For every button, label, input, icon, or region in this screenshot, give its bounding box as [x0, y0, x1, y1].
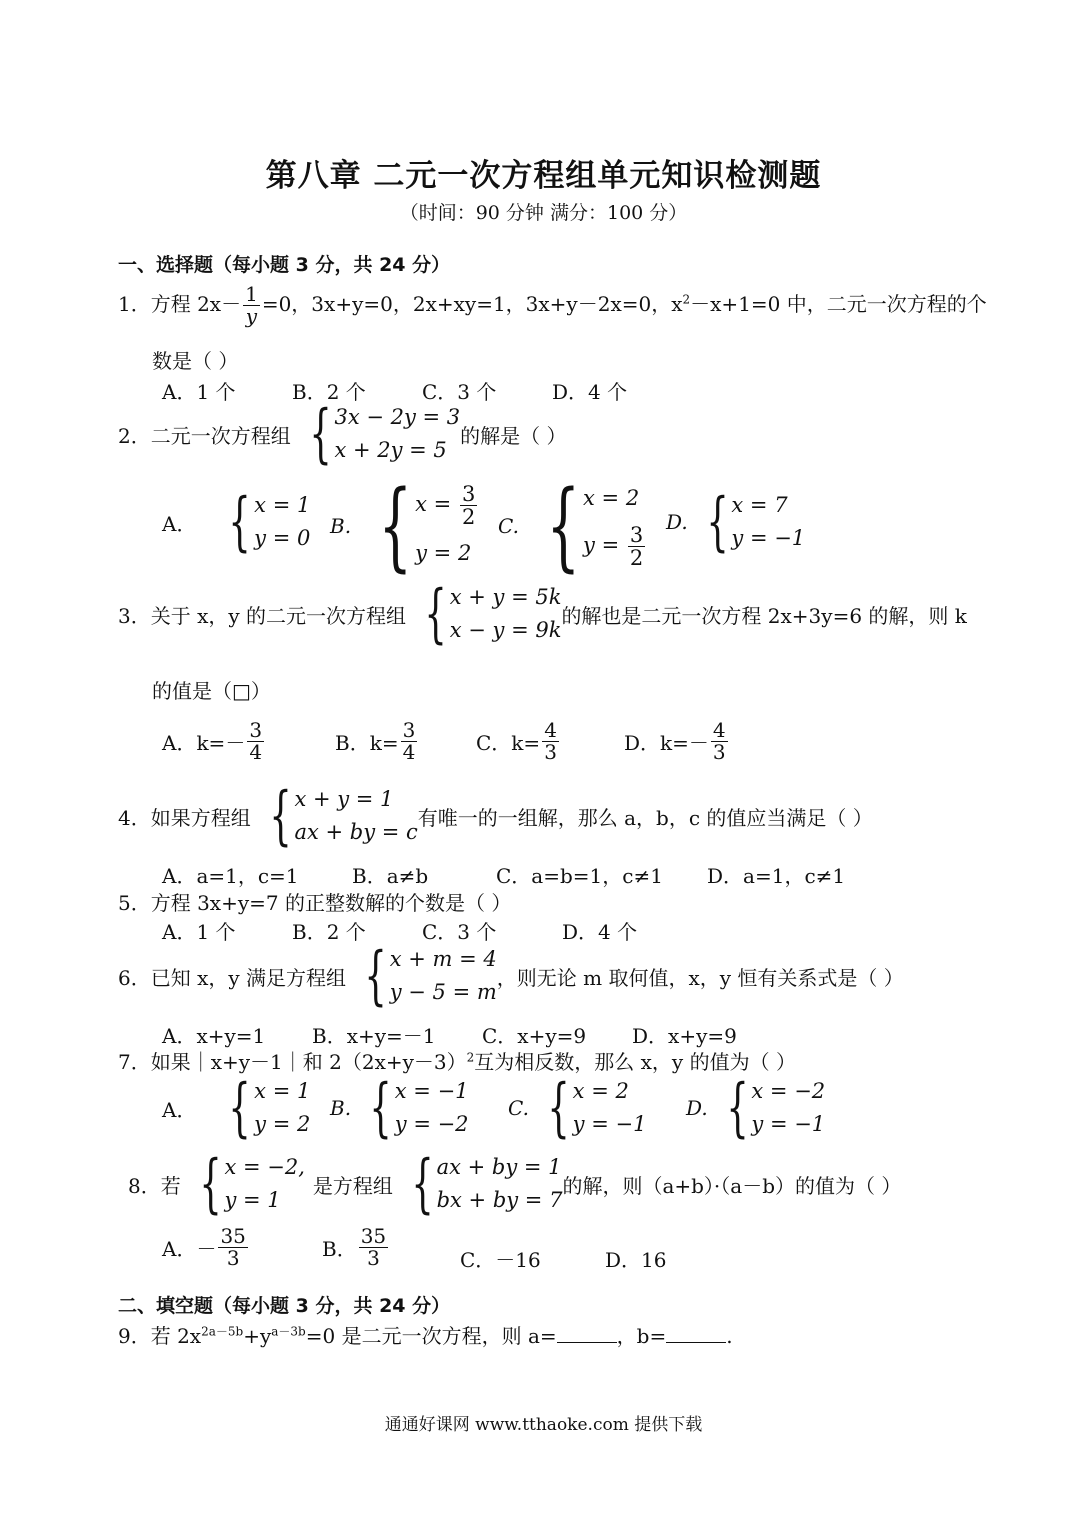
- question-6: 6．已知 x，y 满足方程组 { x + m = 4 y − 5 = m ，则无论 m 取何值，x，y 恒有关系式是（ ）: [118, 939, 904, 1013]
- q2-c-l1: x = 2: [583, 485, 640, 510]
- q7-text-b: 互为相反数，那么 x，y 的值为（ ）: [474, 1050, 796, 1074]
- q1-line2: 数是（ ）: [152, 349, 239, 373]
- q8-b-label: B．: [322, 1237, 357, 1261]
- q3-d-d: 3: [712, 740, 726, 764]
- q2-a-l1: x = 1: [254, 493, 311, 517]
- q3-d-n: 4: [712, 718, 726, 742]
- section-heading-fill: 二、填空题（每小题 3 分，共 24 分）: [118, 1295, 451, 1317]
- q6-text-post: ，则无论 m 取何值，x，y 恒有关系式是（ ）: [496, 965, 904, 990]
- q3-d-label: D．k=－: [624, 731, 709, 755]
- q4-option-c: C．a=b=1，c≠1: [496, 864, 663, 888]
- q9-sup1: 2a－5b: [201, 1324, 244, 1339]
- q4-option-d: D．a=1，c≠1: [707, 864, 846, 888]
- q2-c-n: 3: [629, 523, 644, 548]
- q3-text-pre: 3．关于 x，y 的二元一次方程组: [118, 603, 407, 628]
- q2-option-d: D. { x = 7 y = −1: [666, 485, 806, 559]
- q3-text-post: 的解也是二元一次方程 2x+3y=6 的解，则 k: [561, 603, 967, 628]
- question-5: 5．方程 3x+y=7 的正整数解的个数是（ ）: [118, 891, 512, 915]
- section-heading-choice: 一、选择题（每小题 3 分，共 24 分）: [118, 254, 451, 276]
- question-4: 4．如果方程组 { x + y = 1 ax + by = c 有唯一的一组解，那么 a，b，c 的值应当满足（ ）: [118, 779, 873, 853]
- q1-text-a: 1．方程 2x－: [118, 292, 242, 316]
- q3-option-c: [476, 720, 561, 763]
- q6-option-b: B．x+y=－1: [312, 1024, 436, 1048]
- q2-text-post: 的解是（ ）: [460, 423, 567, 448]
- q2-d-l1: x = 7: [731, 493, 788, 517]
- q1-fraction: [243, 284, 260, 327]
- q7-text-a: 7．如果｜x+y－1｜和 2（2x+y－3）: [118, 1050, 467, 1074]
- q6-eq2: y − 5 = m: [389, 979, 497, 1004]
- q1-frac-denominator: y: [245, 304, 258, 328]
- q7-a-label: A．: [162, 1097, 197, 1122]
- q4-text-post: 有唯一的一组解，那么 a，b，c 的值应当满足（ ）: [417, 805, 873, 830]
- question-3: 3．关于 x，y 的二元一次方程组 { x + y = 5k x − y = 9k 的解也是二元一次方程 2x+3y=6 的解，则 k: [118, 577, 967, 651]
- q4-option-b: B．a≠b: [352, 864, 429, 888]
- q8-a-n: 35: [220, 1224, 246, 1248]
- q6-option-c: C．x+y=9: [482, 1024, 587, 1048]
- q6-text-pre: 6．已知 x，y 满足方程组: [118, 965, 347, 990]
- q3-b-d: 4: [402, 740, 416, 764]
- q1-frac-numerator: 1: [245, 282, 258, 306]
- q9-sup2: a－3b: [271, 1324, 306, 1339]
- q9-text-b: +y: [243, 1324, 272, 1348]
- q8-eq1: ax + by = 1: [436, 1155, 562, 1179]
- q7-option-d: D. { x = −2 y = −1: [686, 1071, 826, 1145]
- q7-b-l2: y = −2: [394, 1111, 469, 1136]
- q5-option-c: C．3 个: [422, 920, 497, 944]
- q3-b-label: B．k=: [335, 731, 399, 755]
- question-1: [118, 284, 987, 327]
- q7-a-l2: y = 2: [254, 1111, 311, 1136]
- q2-a-l2: y = 0: [254, 525, 311, 550]
- q4-option-a: A．a=1，c=1: [162, 864, 299, 888]
- q5-option-d: D．4 个: [562, 920, 638, 944]
- q7-option-a: A． { x = 1 y = 2: [162, 1071, 311, 1145]
- q3-eq1: x + y = 5k: [449, 585, 562, 609]
- q8-a-label: A．－: [162, 1237, 217, 1261]
- q7-sup: 2: [466, 1050, 475, 1065]
- q3-option-a: [162, 720, 266, 763]
- q2-option-b: B. { x = $\frac{3}{2}$ y = 2: [330, 478, 479, 574]
- page-title: 第八章 二元一次方程组单元知识检测题: [265, 158, 822, 194]
- q9-blank-b[interactable]: [666, 1326, 726, 1343]
- q6-option-d: D．x+y=9: [632, 1024, 737, 1048]
- q7-d-l2: y = −1: [751, 1111, 826, 1136]
- q6-eq1: x + m = 4: [389, 947, 497, 971]
- q2-b-d: 2: [461, 504, 476, 529]
- q9-blank-a[interactable]: [557, 1326, 617, 1343]
- q6-option-a: A．x+y=1: [162, 1024, 266, 1048]
- q2-eq2: x + 2y = 5: [334, 437, 447, 462]
- q8-text-post: 的解，则（a+b）·（a－b）的值为（ ）: [562, 1173, 902, 1198]
- q9-text-a: 9．若 2x: [118, 1324, 202, 1348]
- q3-a-label: A．k=－: [162, 731, 246, 755]
- q7-a-l1: x = 1: [254, 1079, 311, 1103]
- q2-eq1: 3x − 2y = 3: [334, 405, 461, 429]
- q7-d-l1: x = −2: [751, 1079, 826, 1103]
- q8-option-a: [162, 1226, 250, 1269]
- q2-d-l2: y = −1: [731, 525, 806, 550]
- q8-a-d: 3: [226, 1246, 240, 1270]
- q3-a-d: 4: [249, 740, 263, 764]
- q2-option-a: A． { x = 1 y = 0: [162, 485, 311, 559]
- q1-option-c: C．3 个: [422, 380, 497, 404]
- q2-c-d: 2: [629, 546, 644, 571]
- q9-text-c: =0 是二元一次方程，则 a=: [305, 1324, 557, 1348]
- question-9: [118, 1320, 733, 1349]
- q7-option-b: B. { x = −1 y = −2: [330, 1071, 469, 1145]
- q4-eq1: x + y = 1: [294, 787, 394, 811]
- q2-b-n: 3: [461, 481, 476, 506]
- q3-option-b: [335, 720, 419, 763]
- q2-text-pre: 2．二元一次方程组: [118, 423, 291, 448]
- q3-c-label: C．k=: [476, 731, 541, 755]
- q8-b-n: 35: [360, 1224, 387, 1248]
- q8-option-c: C．－16: [460, 1248, 541, 1272]
- q9-text-d: ，b=: [616, 1324, 667, 1348]
- q8-option-b: [322, 1226, 390, 1269]
- question-8: 8．若 { x = −2, y = 1 是方程组 { ax + by = 1 bx + by = 7 的解，则（a+b）·（a－b）的值为（ ）: [128, 1147, 902, 1221]
- q1-text-c: －x+1=0 中，二元一次方程的个: [690, 292, 987, 316]
- q8-sol-l1: x = −2,: [224, 1155, 305, 1179]
- q7-option-c: C. { x = 2 y = −1: [508, 1071, 647, 1145]
- q1-option-b: B．2 个: [292, 380, 366, 404]
- q8-sol-l2: y = 1: [224, 1187, 281, 1212]
- q5-option-b: B．2 个: [292, 920, 366, 944]
- q2-equation-system: { 3x − 2y = 3 x + 2y = 5: [309, 397, 461, 471]
- q3-option-d: [624, 720, 730, 763]
- q3-b-n: 3: [402, 718, 416, 742]
- q2-option-c: C. { x = 2 y = $\frac{3}{2}$: [498, 478, 647, 574]
- q8-text-mid: 是方程组: [312, 1173, 393, 1198]
- q2-b-l1: x =: [415, 491, 458, 516]
- q1-sup: 2: [682, 292, 691, 307]
- q4-eq2: ax + by = c: [294, 819, 418, 844]
- q1-text-b: =0，3x+y=0，2x+xy=1，3x+y－2x=0，x: [261, 292, 683, 316]
- q5-option-a: A．1 个: [162, 920, 236, 944]
- exam-subtitle: （时间：90 分钟 满分：100 分）: [399, 202, 688, 224]
- question-2: [118, 397, 567, 471]
- q7-d-label: D.: [686, 1096, 708, 1120]
- q7-c-label: C.: [508, 1096, 529, 1120]
- q8-eq2: bx + by = 7: [436, 1187, 563, 1212]
- q3-eq2: x − y = 9k: [449, 617, 562, 642]
- q9-text-e: .: [726, 1324, 733, 1348]
- q7-b-label: B.: [330, 1096, 352, 1120]
- q8-text-pre: 8．若: [128, 1173, 181, 1198]
- q1-option-d: D．4 个: [552, 380, 628, 404]
- q1-option-a: A．1 个: [162, 380, 236, 404]
- q2-c-l2: y =: [583, 533, 626, 558]
- q3-c-d: 3: [544, 740, 557, 764]
- q7-c-l2: y = −1: [572, 1111, 647, 1136]
- q2-b-label: B.: [330, 514, 352, 538]
- q4-text-pre: 4．如果方程组: [118, 805, 251, 830]
- q3-a-n: 3: [249, 718, 263, 742]
- q2-d-label: D.: [666, 510, 688, 534]
- question-7: [118, 1046, 796, 1075]
- q2-c-label: C.: [498, 514, 519, 538]
- q7-b-l1: x = −1: [394, 1079, 469, 1103]
- q2-a-label: A．: [162, 511, 197, 536]
- footer-credit: 通通好课网 www.tthaoke.com 提供下载: [384, 1415, 703, 1435]
- q7-c-l1: x = 2: [572, 1079, 629, 1103]
- q2-b-l2: y = 2: [415, 540, 472, 565]
- q8-b-d: 3: [367, 1246, 380, 1270]
- q3-c-n: 4: [544, 718, 557, 742]
- q3-line2: 的值是（□）: [152, 679, 271, 703]
- q8-option-d: D．16: [605, 1248, 667, 1272]
